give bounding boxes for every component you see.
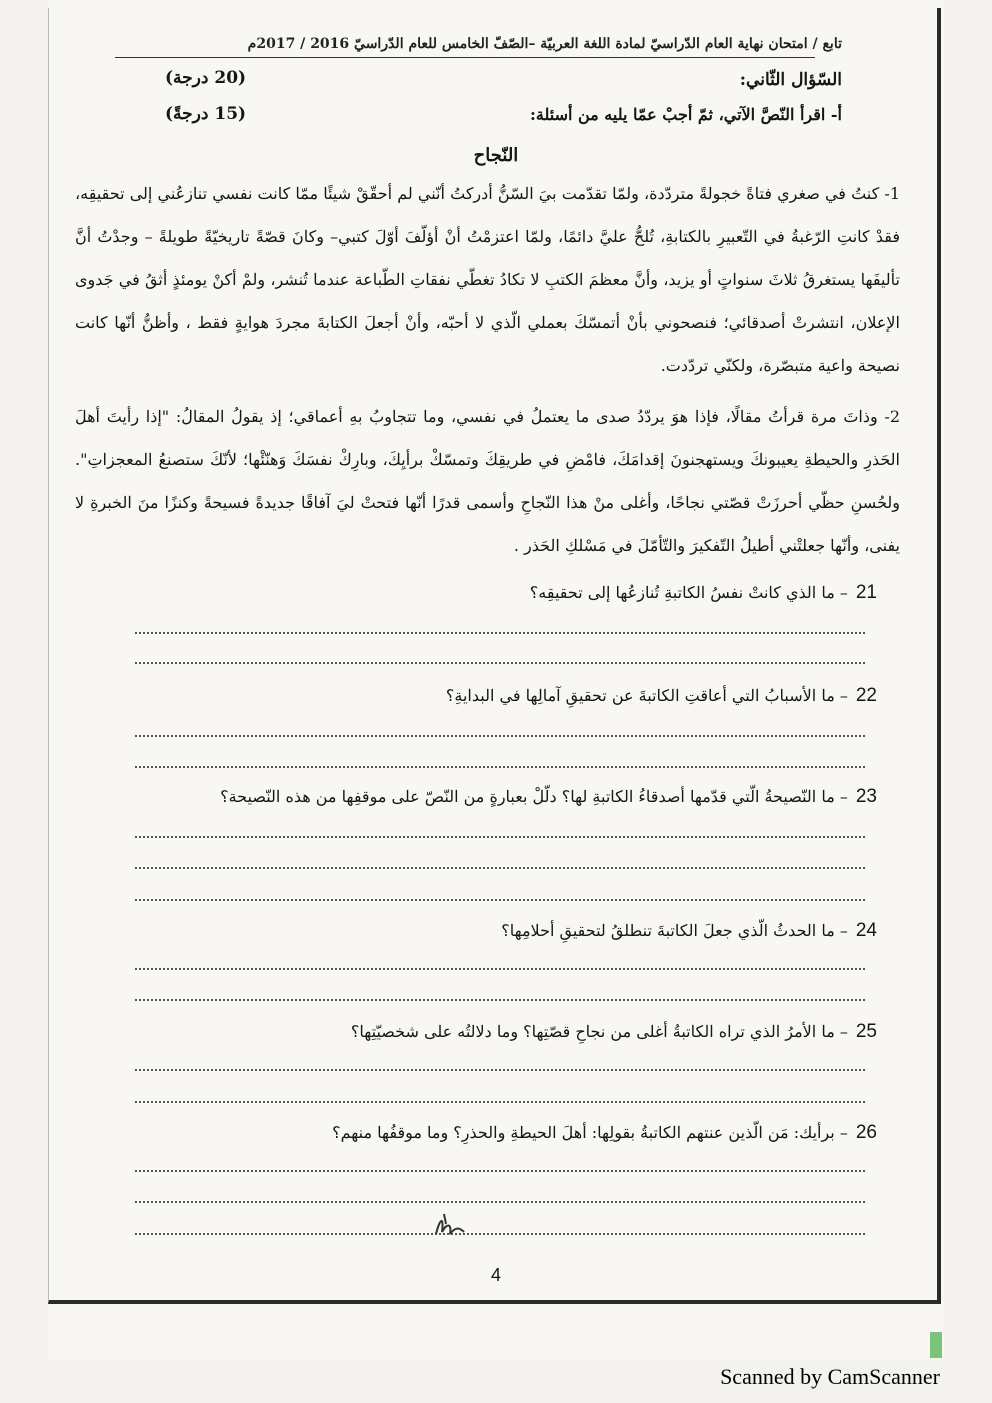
- answer-line[interactable]: [135, 1201, 865, 1205]
- answer-line[interactable]: [135, 766, 865, 770]
- question-number: 21: [855, 582, 877, 603]
- question-21: 21– ما الذي كانتْ نفسُ الكاتبةِ تُنازعُها إلى تحقيقِه؟: [529, 582, 877, 603]
- answer-line[interactable]: [135, 1101, 865, 1105]
- answer-line[interactable]: [135, 662, 865, 666]
- question-text: ما النّصيحةُ الّتي قدّمها أصدقاءُ الكاتبةِ لها؟ دلّلْ بعبارةٍ من النّصّ على موقفِها من هذه النّصيحة؟: [220, 787, 835, 806]
- question-number: 24: [855, 920, 877, 941]
- question-22: 22– ما الأسبابُ التي أعاقتِ الكاتبةَ عن تحقيقِ آمالِها في البدايةِ؟: [445, 685, 877, 706]
- passage-paragraph-1: 1- كنتُ في صغري فتاةً خجولةً متردّدة، ولمّا تقدّمت بيَ السّنُّ أدركتُ أنّني لم أحقّقْ شيئًا ممّا كانت نفسي تنازعُني إلى تحقيقِه، فقدْ كانتِ الرّغبةُ في التّعبيرِ بالكتابةِ، تُلحُّ عليَّ دائمًا، ولمّا اعتزمْتُ أنْ أؤلّفَ أوّلَ كتبي– وكانَ قصّةً تاريخيّةً طويلةً – وجدْتُ أنَّ تأليفَها يستغرقُ ثلاثَ سنواتٍ أو يزيد، وأنَّ معظمَ الكتبِ لا تكادُ تغطّي نفقاتِ الطّباعة عندما تُنشر، ولمْ أكنْ يومئذٍ أثقُ في جَدوى الإعلان، انتشرتْ أصدقائي؛ فنصحوني بأنْ أتمسّكَ بعملي الّذي لا أحبّه، وأنْ أجعلَ الكتابةَ مجردَ هوايةٍ فقط ، وأظنُّ أنّها كانت نصيحة واعية متبصّرة، ولكنّي تردّدت.: [75, 184, 901, 375]
- answer-line[interactable]: [135, 999, 865, 1003]
- answer-line[interactable]: [135, 968, 865, 972]
- question-number: 25: [855, 1021, 877, 1042]
- exam-header: تابع / امتحان نهاية العام الدّراسيّ لمادة اللغة العربيّة –الصّفّ الخامس للعام الدّراسيّ 2016 / 2017م: [247, 36, 842, 52]
- page-number: 4: [490, 1265, 501, 1285]
- question-text: ما الأمرُ الذي تراه الكاتبةُ أغلى من نجاحِ قصّتِها؟ وما دلالتُه على شخصيّتِها؟: [350, 1022, 835, 1041]
- signature-scribble: [430, 1210, 470, 1242]
- question-24: 24– ما الحدثُ الّذي جعلَ الكاتبةَ تنطلقُ لتحقيقِ أحلامِها؟: [501, 920, 877, 941]
- answer-line[interactable]: [135, 836, 865, 840]
- question-number: 23: [855, 786, 877, 807]
- answer-line[interactable]: [135, 899, 865, 903]
- question-26: 26– برأيك: مَن الّذين عنتهم الكاتبةُ بقولِها: أهلَ الحيطةِ والحذرِ؟ وما موقفُها منهم؟: [332, 1122, 877, 1143]
- question-title: السّؤال الثّاني:: [739, 70, 842, 90]
- part-marks: (15 درجةً): [165, 104, 247, 124]
- question-number: 26: [855, 1122, 877, 1143]
- question-marks: (20 درجة): [165, 68, 247, 88]
- passage-title: النّجاح: [473, 145, 519, 166]
- question-text: ما الأسبابُ التي أعاقتِ الكاتبةَ عن تحقيقِ آمالِها في البدايةِ؟: [445, 686, 835, 705]
- header-rule: [115, 57, 815, 58]
- question-number: 22: [855, 685, 877, 706]
- answer-line[interactable]: [135, 867, 865, 871]
- answer-line[interactable]: [135, 1233, 865, 1237]
- part-title: أ- اقرأ النّصَّ الآتي، ثمّ أجبْ عمّا يليه من أسئلة:: [529, 105, 842, 124]
- answer-line[interactable]: [135, 735, 865, 739]
- question-23: 23– ما النّصيحةُ الّتي قدّمها أصدقاءُ الكاتبةِ لها؟ دلّلْ بعبارةٍ من النّصّ على موقفِها من هذه النّصيحة؟: [220, 786, 877, 807]
- answer-line[interactable]: [135, 1170, 865, 1174]
- answer-line[interactable]: [135, 1069, 865, 1073]
- scanner-watermark: Scanned by CamScanner: [720, 1364, 940, 1389]
- question-text: ما الذي كانتْ نفسُ الكاتبةِ تُنازعُها إلى تحقيقِه؟: [529, 583, 835, 602]
- question-25: 25– ما الأمرُ الذي تراه الكاتبةُ أغلى من نجاحِ قصّتِها؟ وما دلالتُه على شخصيّتِها؟: [350, 1021, 877, 1042]
- question-text: برأيك: مَن الّذين عنتهم الكاتبةُ بقولِها: أهلَ الحيطةِ والحذرِ؟ وما موقفُها منهم؟: [332, 1123, 835, 1142]
- question-text: ما الحدثُ الّذي جعلَ الكاتبةَ تنطلقُ لتحقيقِ أحلامِها؟: [501, 921, 835, 940]
- edge-mark: [930, 1332, 942, 1358]
- passage-paragraph-2: 2- وذاتَ مرة قرأتُ مقالًا، فإذا هوَ يردّدُ صدى ما يعتملُ في نفسي، وما تتجاوبُ بهِ أعماقي؛ إذ يقولُ المقالُ: "إذا رأيتَ أهلَ الحَذرِ والحيطةِ يعيبونكَ ويستهجنونَ إقدامَكَ، فامْضِ في طريقِكَ وتمسّكْ برأيِكَ، وبارِكْ نفسَكَ وَهنّئْها؛ لأنّكَ ستصنعُ المعجزاتِ". ولحُسنِ حظّي أحرزَتْ قصّتي نجاحًا، وأغلى منْ هذا النّجاحِ وأسمى قدرًا أنّها فتحتْ ليَ آفاقًا جديدةً فسيحةً وكنزًا منَ الخبرةِ لا يفنى، وأنّها جعلتْني أطيلُ التّفكيرَ والتّأمّلَ في مَسْلكِ الحَذر .: [75, 407, 901, 555]
- answer-line[interactable]: [135, 632, 865, 636]
